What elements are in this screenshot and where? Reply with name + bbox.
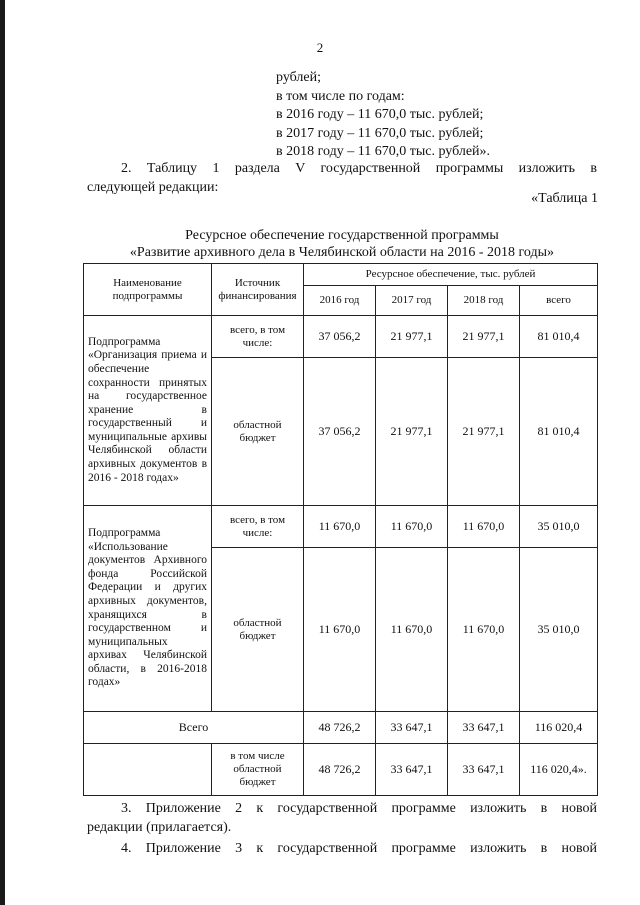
- total-cell: 116 020,4: [520, 712, 598, 744]
- total-cell: 48 726,2: [304, 744, 376, 796]
- header-2017: 2017 год: [376, 286, 448, 316]
- source-cell: областной бюджет: [212, 358, 304, 506]
- value-cell: 37 056,2: [304, 358, 376, 506]
- source-cell: всего, в том числе:: [212, 316, 304, 358]
- value-cell: 35 010,0: [520, 548, 598, 712]
- value-cell: 21 977,1: [448, 316, 520, 358]
- value-cell: 11 670,0: [448, 548, 520, 712]
- subprogram-1-name: Подпрограмма «Организация приема и обеспечение сохранности принятых на государственное хранение в государственный и муниципальные архивы Челябинской области архивных документов в 2016 - 2018 годах»: [84, 316, 212, 506]
- empty-cell: [84, 744, 212, 796]
- total-cell: 33 647,1: [448, 712, 520, 744]
- source-cell: всего, в том числе:: [212, 506, 304, 548]
- value-cell: 11 670,0: [304, 548, 376, 712]
- subprogram-2-name: Подпрограмма «Использование документов Архивного фонда Российской Федерации и других архивных документов, хранящихся в государственном и муниципальных архивах Челябинской области, в 2016-2018 годах»: [84, 506, 212, 712]
- caption-line-2: «Развитие архивного дела в Челябинской области на 2016 - 2018 годы»: [129, 245, 555, 260]
- value-cell: 11 670,0: [448, 506, 520, 548]
- value-cell: 35 010,0: [520, 506, 598, 548]
- item-2-paragraph: [87, 160, 597, 197]
- value-cell: 21 977,1: [376, 358, 448, 506]
- header-total: всего: [520, 286, 598, 316]
- source-cell: областной бюджет: [212, 548, 304, 712]
- item-3-line-2: редакции (прилагается).: [87, 819, 232, 835]
- value-cell: 81 010,4: [520, 358, 598, 506]
- caption-line-1: Ресурсное обеспечение государственной программы: [185, 228, 499, 243]
- total-cell: 116 020,4».: [520, 744, 598, 796]
- header-name: Наименование подпрограммы: [84, 264, 212, 316]
- value-cell: 21 977,1: [448, 358, 520, 506]
- item-3-line-1: 3. Приложение 2 к государственной программе изложить в новой: [121, 801, 597, 816]
- intro-line: рублей;: [276, 70, 321, 85]
- intro-line: в 2018 году – 11 670,0 тыс. рублей».: [276, 144, 491, 159]
- total-cell: 33 647,1: [376, 712, 448, 744]
- total-cell: 48 726,2: [304, 712, 376, 744]
- intro-lines: [276, 69, 490, 162]
- value-cell: 37 056,2: [304, 316, 376, 358]
- table-caption: [87, 227, 597, 261]
- item-2-line-1: 2. Таблицу 1 раздела V государственной программы изложить в: [121, 161, 597, 176]
- item-2-line-2: следующей редакции:: [87, 179, 219, 195]
- total-cell: 33 647,1: [376, 744, 448, 796]
- header-2018: 2018 год: [448, 286, 520, 316]
- resource-table: [83, 263, 598, 796]
- source-cell: в том числе областной бюджет: [212, 744, 304, 796]
- item-4-paragraph: [87, 840, 597, 859]
- value-cell: 21 977,1: [376, 316, 448, 358]
- total-label: Всего: [84, 712, 304, 744]
- intro-line: в 2017 году – 11 670,0 тыс. рублей;: [276, 125, 484, 141]
- value-cell: 11 670,0: [376, 506, 448, 548]
- total-cell: 33 647,1: [448, 744, 520, 796]
- item-3-paragraph: [87, 800, 597, 837]
- intro-line: в том числе по годам:: [276, 88, 405, 104]
- value-cell: 11 670,0: [376, 548, 448, 712]
- value-cell: 11 670,0: [304, 506, 376, 548]
- header-2016: 2016 год: [304, 286, 376, 316]
- value-cell: 81 010,4: [520, 316, 598, 358]
- page-number: 2: [316, 40, 324, 55]
- table-reference: «Таблица 1: [531, 191, 598, 206]
- header-source: Источник финансирования: [212, 264, 304, 316]
- intro-line: в 2016 году – 11 670,0 тыс. рублей;: [276, 107, 484, 122]
- item-4-line-1: 4. Приложение 3 к государственной программе изложить в новой: [121, 841, 597, 856]
- header-resources: Ресурсное обеспечение, тыс. рублей: [304, 264, 598, 286]
- scan-edge: [0, 0, 5, 905]
